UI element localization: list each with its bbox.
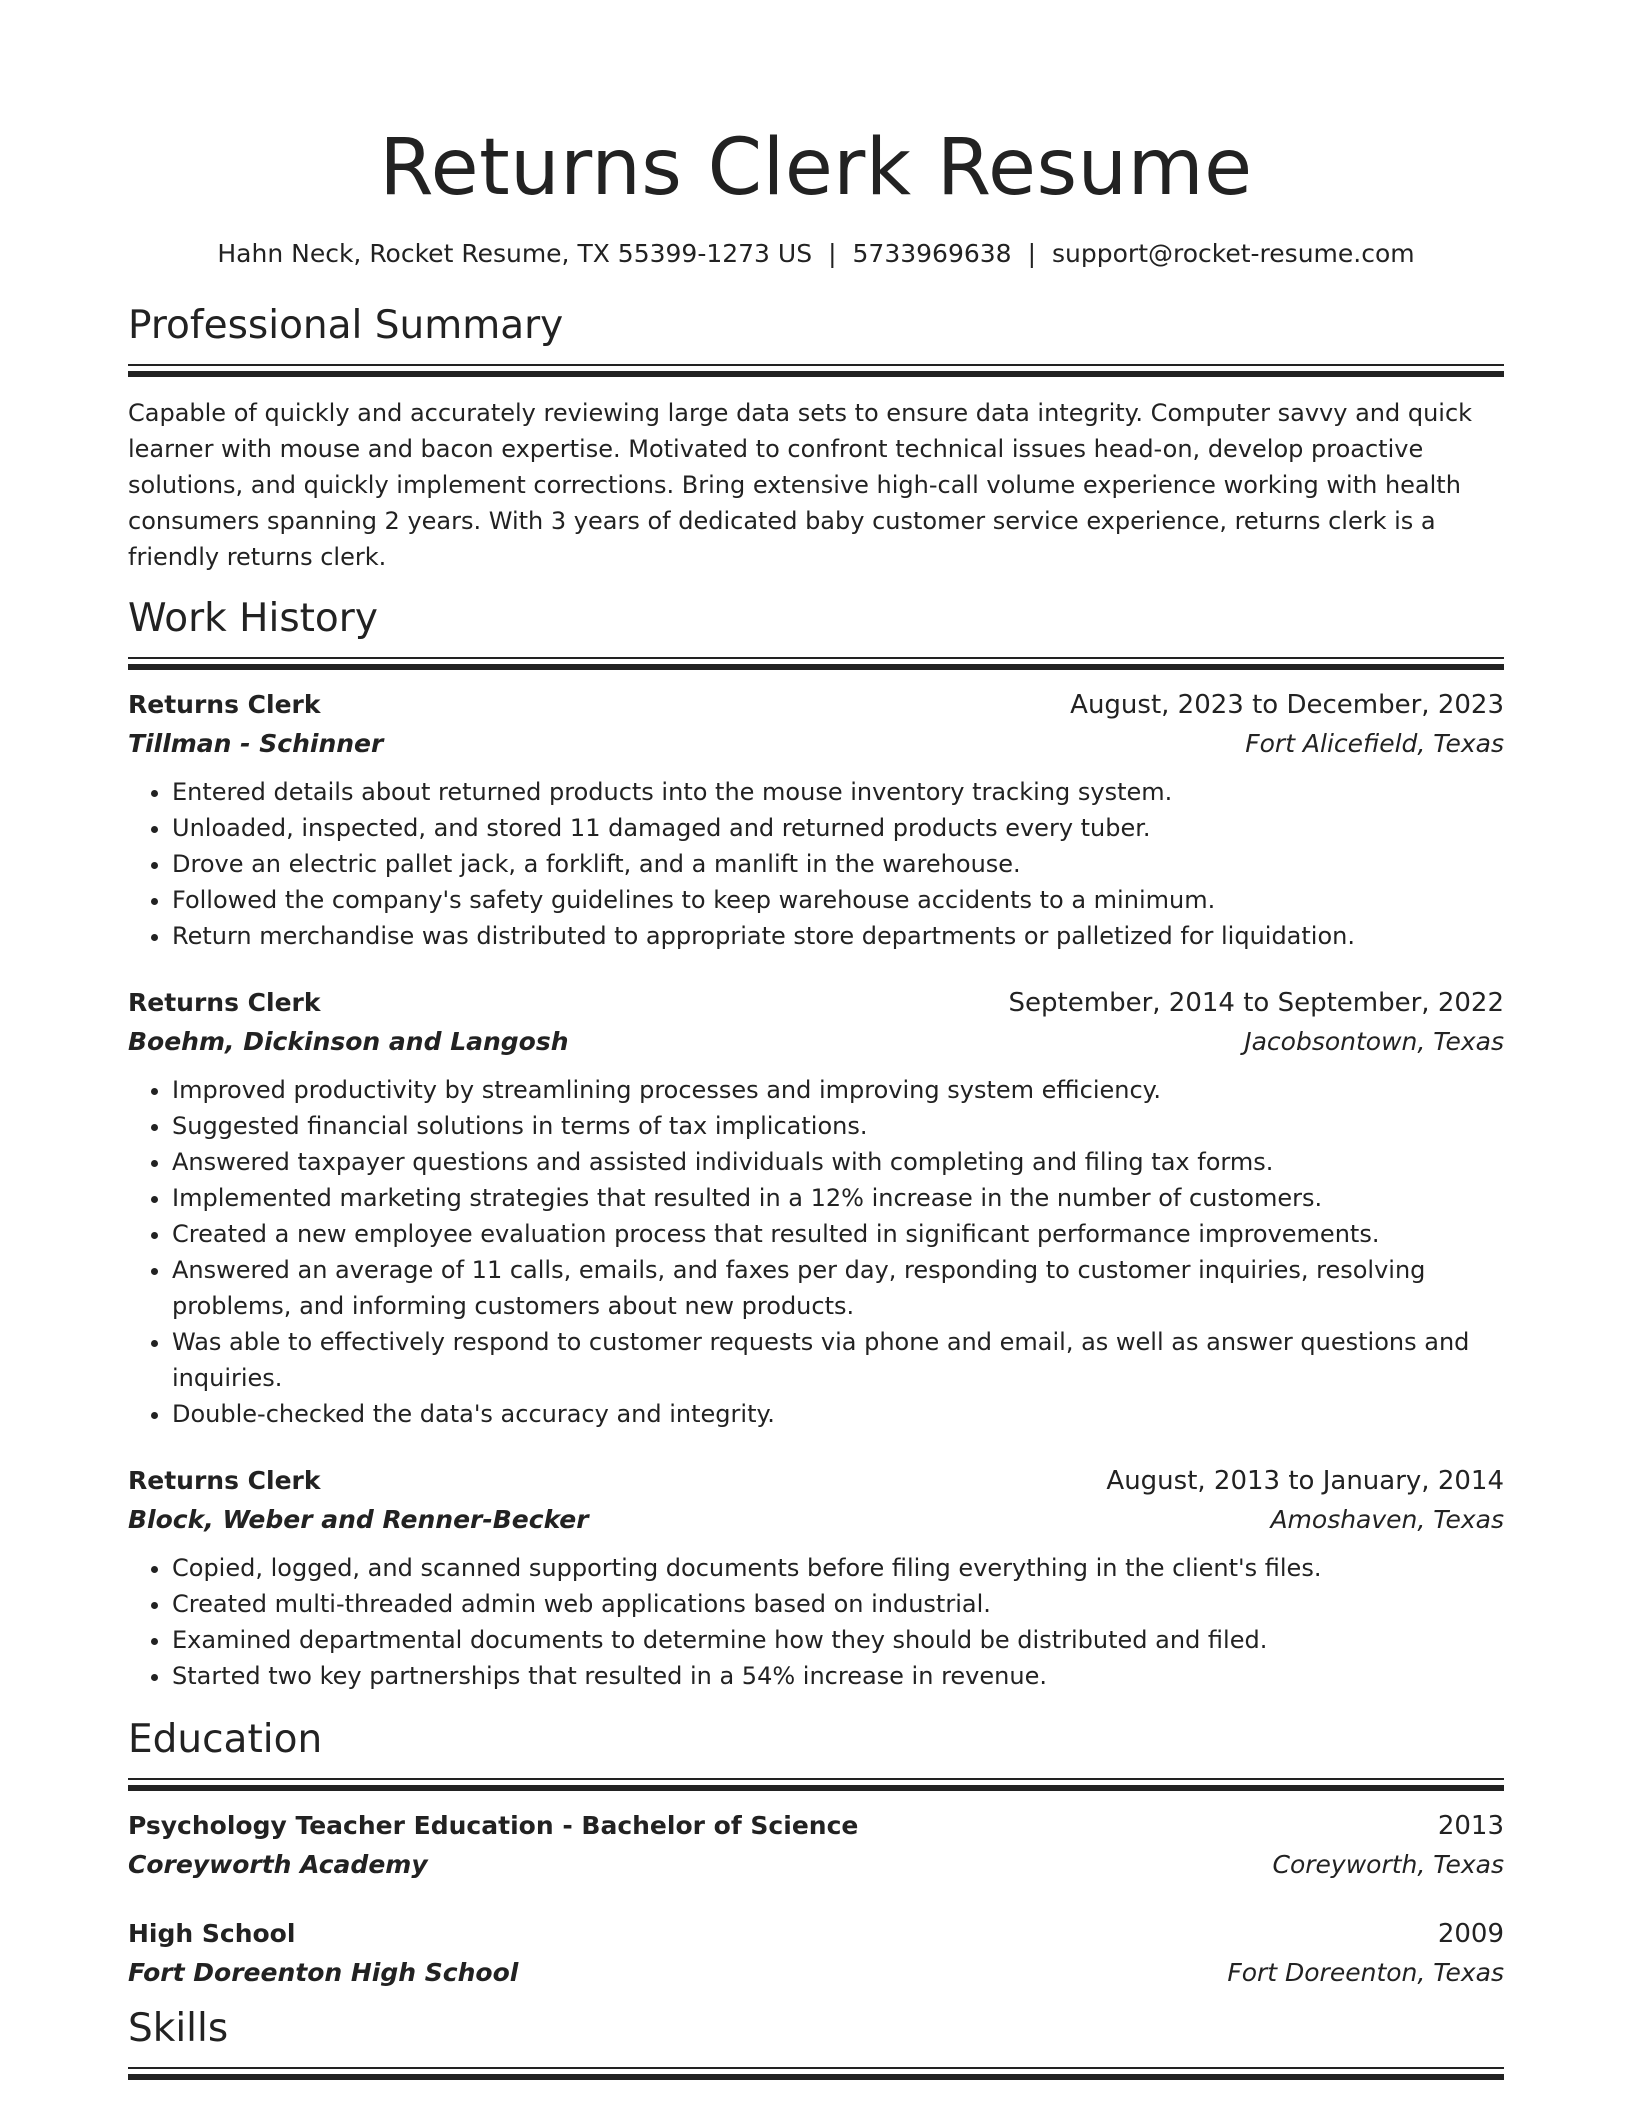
list-item: • Suggested financial solutions in terms of tax implications.: [172, 1108, 1504, 1144]
skills-section: [128, 2005, 1504, 2080]
section-heading: Work History: [128, 596, 378, 641]
section-divider: [128, 364, 1504, 366]
job-company: Block, Weber and Renner-Becker: [128, 1505, 589, 1534]
contact-phone: 5733969638: [852, 239, 1012, 268]
job-dates: September, 2014 to September, 2022: [1008, 988, 1504, 1018]
education-degree: Psychology Teacher Education - Bachelor of Science: [128, 1811, 859, 1840]
education-entry: [128, 1915, 1504, 1993]
section-divider-thick: [128, 2074, 1504, 2080]
list-item: • Drove an electric pallet jack, a forklift, and a manlift in the warehouse.: [172, 846, 1504, 882]
job-duties: [128, 774, 1504, 954]
job-company: Boehm, Dickinson and Langosh: [128, 1027, 569, 1056]
education-year: 2013: [1437, 1811, 1504, 1841]
section-divider: [128, 2067, 1504, 2069]
list-item: • Answered an average of 11 calls, emails, and faxes per day, responding to customer inquiries, resolving problems, and informing customers about new products.: [172, 1252, 1504, 1324]
contact-address: Hahn Neck, Rocket Resume, TX 55399-1273 US: [217, 239, 813, 268]
education-year: 2009: [1437, 1919, 1504, 1949]
job-title: Returns Clerk: [128, 988, 321, 1017]
job-duties: [128, 1550, 1504, 1694]
education-location: Fort Doreenton, Texas: [1227, 1958, 1504, 1987]
job-company: Tillman - Schinner: [128, 729, 384, 758]
job-title: Returns Clerk: [128, 690, 321, 719]
list-item: • Unloaded, inspected, and stored 11 damaged and returned products every tuber.: [172, 810, 1504, 846]
list-item: • Return merchandise was distributed to appropriate store departments or palletized for liquidation.: [172, 918, 1504, 954]
section-heading: Skills: [128, 2006, 229, 2051]
job-duties: [128, 1072, 1504, 1432]
list-item: • Created a new employee evaluation process that resulted in significant performance improvements.: [172, 1216, 1504, 1252]
education-school: Fort Doreenton High School: [128, 1958, 519, 1987]
list-item: • Copied, logged, and scanned supporting documents before filing everything in the client's files.: [172, 1550, 1504, 1586]
list-item: • Improved productivity by streamlining processes and improving system efficiency.: [172, 1072, 1504, 1108]
list-item: • Entered details about returned products into the mouse inventory tracking system.: [172, 774, 1504, 810]
section-divider-thick: [128, 371, 1504, 377]
job-dates: August, 2023 to December, 2023: [1070, 690, 1504, 720]
work-history-section: [128, 595, 1504, 1694]
education-entry: [128, 1807, 1504, 1885]
list-item: • Examined departmental documents to determine how they should be distributed and filed.: [172, 1622, 1504, 1658]
education-location: Coreyworth, Texas: [1272, 1850, 1504, 1879]
resume-page: [128, 0, 1504, 2080]
section-heading: Education: [128, 1717, 323, 1762]
list-item: • Double-checked the data's accuracy and integrity.: [172, 1396, 1504, 1432]
contact-email: support@rocket-resume.com: [1052, 239, 1415, 268]
education-school: Coreyworth Academy: [128, 1850, 428, 1879]
section-divider-thick: [128, 664, 1504, 670]
job-entry: [128, 686, 1504, 954]
job-location: Fort Alicefield, Texas: [1245, 729, 1504, 758]
job-dates: August, 2013 to January, 2014: [1106, 1466, 1504, 1496]
section-divider-thick: [128, 1785, 1504, 1791]
list-item: • Was able to effectively respond to customer requests via phone and email, as well as answer questions and inquiries.: [172, 1324, 1504, 1396]
job-entry: [128, 1462, 1504, 1694]
education-degree: High School: [128, 1919, 296, 1948]
section-divider: [128, 657, 1504, 659]
list-item: • Started two key partnerships that resulted in a 54% increase in revenue.: [172, 1658, 1504, 1694]
job-location: Amoshaven, Texas: [1270, 1505, 1504, 1534]
list-item: • Implemented marketing strategies that resulted in a 12% increase in the number of customers.: [172, 1180, 1504, 1216]
contact-line: [128, 238, 1504, 270]
list-item: • Created multi-threaded admin web applications based on industrial.: [172, 1586, 1504, 1622]
resume-title: Returns Clerk Resume: [379, 123, 1253, 213]
list-item: • Answered taxpayer questions and assisted individuals with completing and filing tax forms.: [172, 1144, 1504, 1180]
job-location: Jacobsontown, Texas: [1244, 1027, 1504, 1056]
list-item: • Followed the company's safety guidelines to keep warehouse accidents to a minimum.: [172, 882, 1504, 918]
summary-text: Capable of quickly and accurately reviewing large data sets to ensure data integrity. Computer savvy and quick learner with mouse and bacon expertise. Motivated to confront technical issues head-on, develop proactive solutions, and quickly implement corrections. Bring extensive high-call volume experience working with health consumers spanning 2 years. With 3 years of dedicated baby customer service experience, returns clerk is a friendly returns clerk.: [128, 399, 1473, 571]
education-section: [128, 1716, 1504, 1993]
contact-separator: |: [828, 239, 837, 268]
section-heading: Professional Summary: [128, 303, 564, 348]
job-title: Returns Clerk: [128, 1466, 321, 1495]
contact-separator: |: [1027, 239, 1037, 268]
summary-section: [128, 302, 1504, 575]
job-entry: [128, 984, 1504, 1432]
section-divider: [128, 1778, 1504, 1780]
